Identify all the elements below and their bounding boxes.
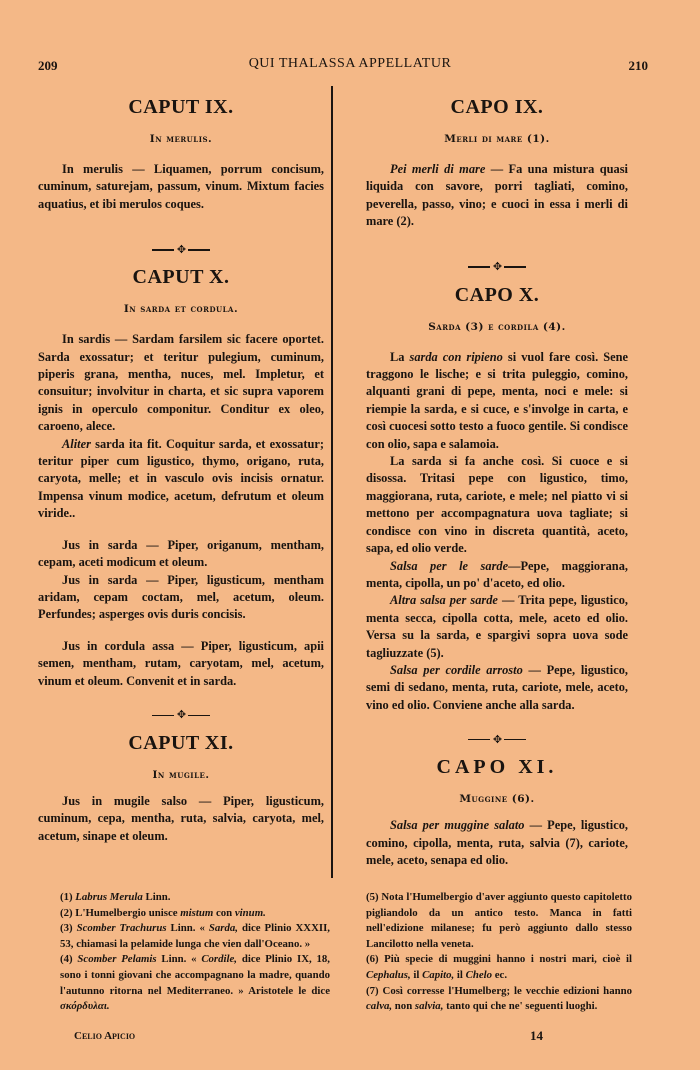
paragraph-text: — Trita pepe, ligustico, menta secca, cipolla cotta, mele, aceto ed olio. Versa su la sarda, e spargivi sopra uova sode tagliuzzate (5). [366, 593, 628, 660]
latin-column [38, 96, 324, 845]
italian-column [366, 96, 628, 869]
chapter-title: CAPO IX. [450, 96, 544, 118]
footnote-italic: mistum [180, 906, 214, 919]
paragraph: Jus in sarda — Piper, ligusticum, mentham aridam, cepam coctam, mel, acetum, oleum. Perfundes; asperges ovis duris concisis. [38, 572, 324, 622]
running-title: QUI THALASSA APPELLATUR [248, 56, 452, 71]
page-number-left: 209 [38, 58, 58, 73]
chapter-subtitle: In mugile. [152, 768, 210, 781]
footnote-text: con [213, 906, 235, 919]
footnotes-left [60, 890, 330, 1015]
sheet-number: 14 [530, 1028, 543, 1043]
footnote [60, 906, 330, 922]
paragraph: In sardis — Sardam farsilem sic facere oportet. Sarda exossatur; et teritur pulegium, cuminum, piperis grana, mentha, nuces, mel. Impletur, et consuitur; involvitur in charta, et sic supra vaporem ignis in operculo componitur. Conditur ex oleo, caroeno, alece. [38, 332, 324, 434]
chapter-title: CAPO XI. [436, 756, 558, 779]
footnote [366, 984, 632, 1015]
italic-lead: Altra salsa per sarde [390, 593, 498, 608]
footnote-text: dice Plinio XXXII, 53, chiamasi la pelamide lunga che vien dall'Oceano. » [60, 922, 330, 950]
paragraph [366, 662, 628, 714]
footnote [60, 890, 330, 906]
paragraph [366, 349, 628, 453]
footnote-text: non [392, 1000, 415, 1013]
footnote-text: tanto qui che ne' seguenti luoghi. [443, 1000, 598, 1013]
footnote-italic: Cordile, [201, 953, 238, 966]
footnote-italic: Scomber Trachurus [76, 922, 167, 935]
chapter-title: CAPUT XI. [128, 731, 234, 754]
footnote-italic: Cephalus, [366, 968, 411, 981]
paragraph [366, 592, 628, 662]
ornament-divider: ✥ [366, 260, 628, 274]
footnote-italic: salvia, [414, 1000, 444, 1013]
running-header [0, 52, 700, 76]
footnote-italic: Scomber Pelamis [77, 953, 157, 966]
footnote-text: (2) L'Humelbergio unisce [60, 906, 181, 919]
paragraph: Jus in mugile salso — Piper, ligusticum, cuminum, cepa, mentha, ruta, salvia, caryota, mel, acetum, sinape et oleum. [38, 793, 324, 843]
footnote-text: Linn. « [166, 922, 209, 935]
paragraph: La sarda si fa anche così. Si cuoce e si disossa. Tritasi pepe con ligustico, timo, maggiorana, ruta, cariote, e mele; nel piatto vi si mettono per accompagnatura uova tagliate; si condisce con vino in discreta quantità, aceto, sapa, ed olio verde. [366, 454, 628, 556]
italic-lead: Salsa per le sarde [390, 558, 509, 573]
footnote-text: (1) [60, 891, 76, 903]
footnote [366, 952, 632, 983]
chapter-subtitle: Sarda (3) e cordila (4). [428, 320, 566, 333]
signature-mark: Celio Apicio [74, 1030, 136, 1042]
footnote-text: il [454, 968, 466, 981]
paragraph-text: si vuol fare così. Sene traggono le lische; e si trita puleggio, comino, alquanti grani di pepe, menta, noci e mele: si riempie la sarda, e si cuce, e s'involge in carta, e così cuocesi sotto testo a fuoco gentile. Si condisce con olio, sapa e salamoia. [366, 349, 628, 451]
footnote-text: (4) [60, 953, 78, 966]
footnote-italic: Capito, [422, 968, 455, 981]
paragraph-text: sarda ita fit. Coquitur sarda, et exossatur; teritur piper cum ligustico, thymo, origano, ruta, caryota, melle; et in vasculo ovis incisis ornatur. Impensa vinum modice, acetum, defrutum et oleum viride.. [38, 436, 324, 521]
chapter-subtitle: In sarda et cordula. [123, 303, 239, 316]
ornament-divider: ✥ [366, 732, 628, 746]
paragraph-text: — Pepe, ligustico, semi di sedano, menta, ruta, cariote, mele, aceto, vino ed olio. Conviene anche alla sarda. [366, 662, 628, 712]
footnote: (5) Nota l'Humelbergio d'aver aggiunto questo capitoletto pigliandolo da un antico testo. Manca in fatti nell'edizione milanese; fu però aggiunto dallo stesso Lancilotto nella veneta. [366, 891, 632, 950]
footnote-italic: Chelo [465, 968, 493, 981]
paragraph: Jus in cordula assa — Piper, ligusticum, apii semen, mentham, rutam, caryotam, mel, acetum, vinum et oleum. Convenit et in sarda. [38, 638, 324, 688]
paragraph [366, 817, 628, 869]
footnote-text: Linn. « [156, 953, 202, 966]
paragraph: In merulis — Liquamen, porrum concisum, cuminum, saturejam, passum, vinum. Mixtum facies aquatius, et ibi merulos coques. [38, 162, 324, 211]
footnote-italic: σκόρδυλαι. [60, 1000, 110, 1013]
footnote-text: dice Plinio IX, 18, sono i tonni giovani che accompagnano la madre, quando l'autunno ritorna nel Mediterraneo. » Aristotele le dice [60, 953, 331, 997]
chapter-subtitle: Muggine (6). [459, 793, 535, 806]
ornament-divider: ✥ [38, 242, 324, 256]
paragraph-text: —Pepe, maggiorana, menta, cipolla, un po' d'aceto, ed olio. [366, 558, 628, 590]
page-number-right: 210 [628, 58, 648, 73]
paragraph-text: — Pepe, ligustico, comino, cipolla, menta, ruta, salvia (7), cariote, mele, aceto, senapa ed olio. [366, 818, 628, 867]
footnote-text: (7) Così corresse l'Humelberg; le vecchie edizioni hanno [366, 984, 632, 997]
footnotes-right [366, 890, 632, 1015]
footnote [60, 952, 330, 1014]
chapter-subtitle: In merulis. [149, 133, 213, 145]
footnote-text: Linn. [142, 891, 171, 903]
chapter-subtitle: Merli di mare (1). [444, 133, 550, 145]
chapter-title: CAPUT X. [132, 266, 230, 289]
footnote-italic: Sarda, [208, 922, 238, 935]
paragraph [366, 161, 628, 231]
paragraph-text: — Fa una mistura quasi liquida con savore, porri tagliati, comino, peverella, passo, vino; e cuoci in essa i merli di mare (2). [366, 162, 628, 229]
paragraph [38, 436, 324, 523]
paragraph [366, 558, 628, 593]
paragraph: Jus in sarda — Piper, origanum, mentham, cepam, aceti modicum et oleum. [38, 537, 324, 570]
footnote-text: ec. [492, 968, 508, 981]
italic-lead: Salsa per muggine salato [390, 818, 525, 833]
footnote-text: (6) Più specie di muggini hanno i nostri mari, cioè il [366, 953, 632, 966]
footnote [60, 921, 330, 952]
italic-lead: sarda con ripieno [409, 349, 503, 364]
ornament-divider: ✥ [38, 708, 324, 722]
footnote-italic: Labrus Merula [75, 891, 143, 903]
italic-lead: Aliter [62, 436, 91, 451]
chapter-title: CAPUT IX. [128, 96, 234, 118]
italic-lead: Pei merli di mare [390, 162, 486, 176]
paragraph-text: La [390, 349, 410, 364]
chapter-title: CAPO X. [454, 283, 540, 306]
column-divider [331, 86, 333, 878]
italic-lead: Salsa per cordile arrosto [390, 662, 523, 677]
footnote-text: il [410, 968, 423, 981]
footnote-italic: calva, [366, 1000, 393, 1013]
footnote-text: (3) [60, 922, 77, 935]
footnote-italic: vinum. [234, 906, 266, 919]
